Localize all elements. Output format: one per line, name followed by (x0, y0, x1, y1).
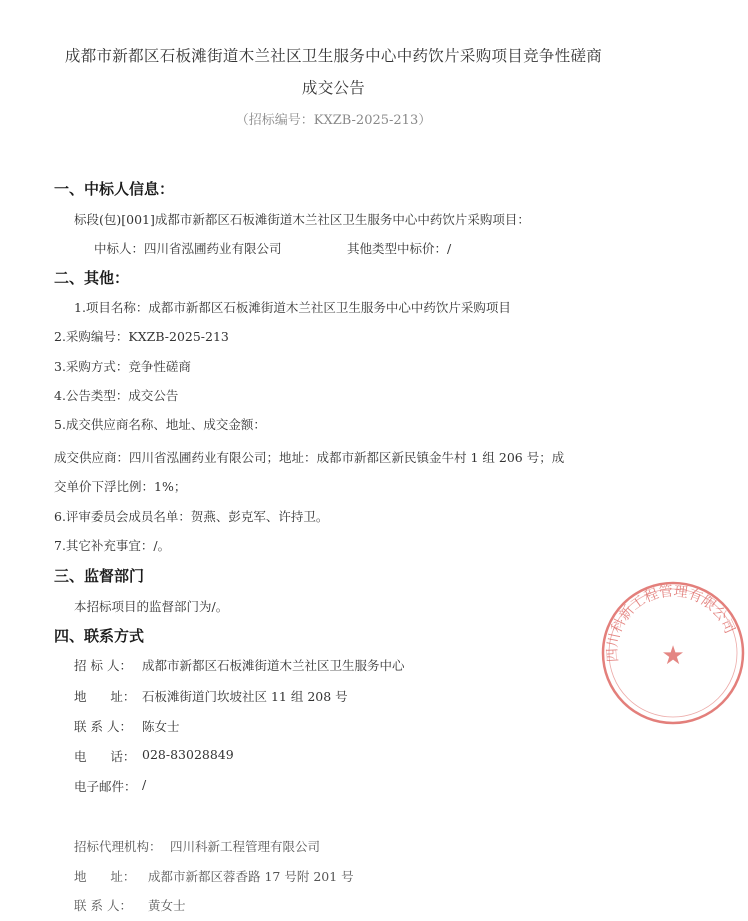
item-supplier-detail: 成交供应商：四川省泓圃药业有限公司；地址：成都市新都区新民镇金牛村 1 组 206 号；成 (54, 450, 565, 465)
item-purchase-number: 2.采购编号：KXZB-2025-213 (54, 329, 229, 344)
other-price: 其他类型中标价：/ (347, 241, 452, 256)
doc-title-line1: 成都市新都区石板滩街道木兰社区卫生服务中心中药饮片采购项目竞争性磋商 (64, 47, 603, 65)
seal-text-path: 四川科新工程管理有限公司 (604, 583, 738, 663)
agency-address-value: 成都市新都区蓉香路 17 号附 201 号 (148, 869, 354, 884)
section-heading-winner: 一、中标人信息： (54, 180, 175, 198)
buyer-value: 成都市新都区石板滩街道木兰社区卫生服务中心 (142, 658, 405, 673)
item-committee: 6.评审委员会成员名单：贺燕、彭克军、许持卫。 (54, 509, 329, 524)
company-seal-stamp (598, 578, 748, 728)
agency-contact-value: 黄女士 (148, 898, 186, 913)
agency-value: 四川科新工程管理有限公司 (170, 839, 321, 854)
agency-address-label: 地 址： (74, 869, 136, 884)
agency-contact-label: 联 系 人： (74, 898, 132, 913)
section-heading-other: 二、其他： (54, 269, 130, 287)
buyer-phone-value: 028-83028849 (142, 747, 234, 762)
lot-description: 标段(包)[001]成都市新都区石板滩街道木兰社区卫生服务中心中药饮片采购项目： (74, 212, 530, 227)
doc-title-line2: 成交公告 (301, 79, 366, 97)
seal-star-icon: ★ (661, 641, 685, 671)
section-heading-contact: 四、联系方式 (54, 627, 145, 645)
buyer-contact-label: 联 系 人： (74, 719, 132, 734)
item-supplier-detail-cont: 交单价下浮比例：1%； (54, 479, 187, 494)
buyer-address-value: 石板滩街道门坎坡社区 11 组 208 号 (142, 689, 348, 704)
supervision-text: 本招标项目的监督部门为/。 (74, 599, 229, 614)
winner-name: 中标人：四川省泓圃药业有限公司 (94, 241, 282, 256)
buyer-contact-value: 陈女士 (142, 719, 180, 734)
item-purchase-method: 3.采购方式：竞争性磋商 (54, 359, 191, 374)
item-project-name: 1.项目名称：成都市新都区石板滩街道木兰社区卫生服务中心中药饮片采购项目 (74, 300, 511, 315)
item-notice-type: 4.公告类型：成交公告 (54, 388, 179, 403)
item-supplementary: 7.其它补充事宜：/。 (54, 538, 171, 553)
buyer-address-label: 地 址： (74, 689, 136, 704)
buyer-label: 招 标 人： (74, 658, 132, 673)
section-heading-supervision: 三、监督部门 (54, 567, 145, 585)
buyer-email-value: / (142, 777, 147, 792)
bid-number: （招标编号：KXZB-2025-213） (235, 113, 432, 128)
buyer-phone-label: 电 话： (74, 749, 136, 764)
item-supplier-heading: 5.成交供应商名称、地址、成交金额： (54, 417, 266, 432)
buyer-email-label: 电子邮件： (74, 779, 137, 794)
agency-label: 招标代理机构： (74, 839, 162, 854)
